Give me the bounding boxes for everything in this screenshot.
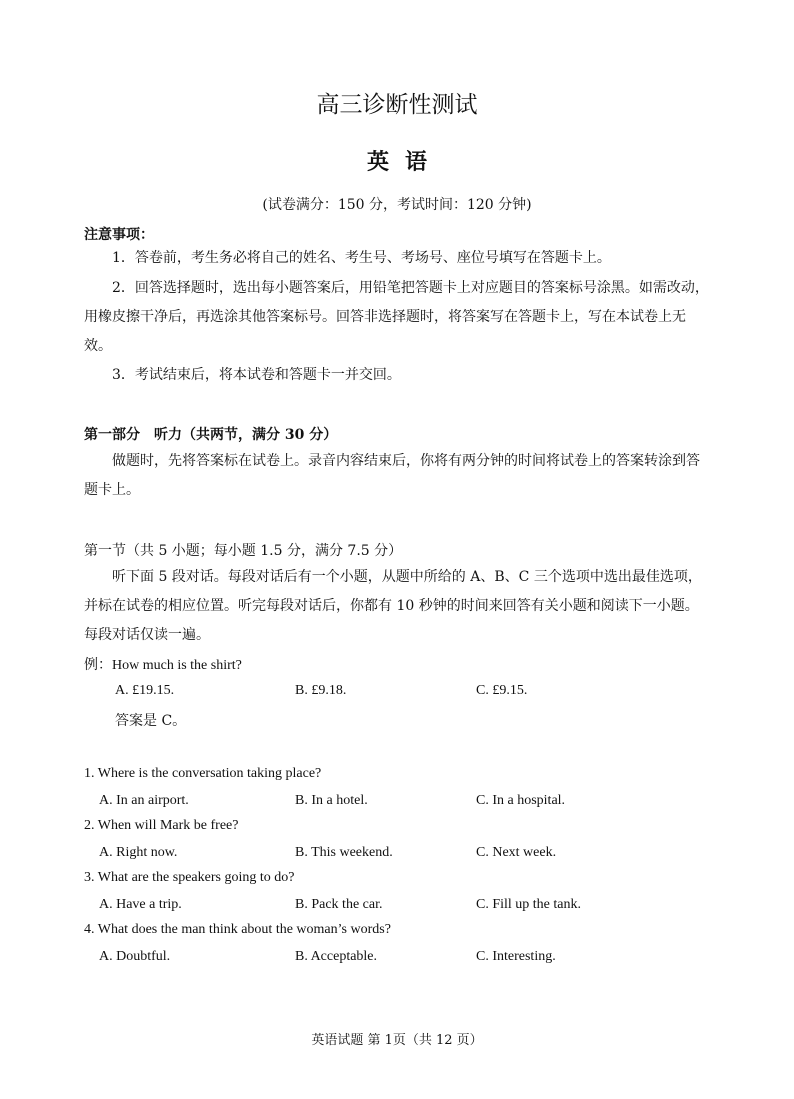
example-option-a: A. £19.15. xyxy=(115,683,175,698)
page-footer: 英语试题 第 1页（共 12 页） xyxy=(311,1033,483,1048)
notice-item-1: 1．答卷前，考生务必将自己的姓名、考生号、考场号、座位号填写在答题卡上。 xyxy=(112,250,611,266)
section1-heading: 第一节（共 5 小题；每小题 1.5 分，满分 7.5 分） xyxy=(84,543,403,559)
q3-option-a: A. Have a trip. xyxy=(99,897,182,912)
subject-title: 英语 xyxy=(366,149,443,175)
question-3: 3. What are the speakers going to do? xyxy=(84,870,295,885)
q1-option-b: B. In a hotel. xyxy=(295,793,368,808)
example-question: 例：How much is the shirt? xyxy=(84,658,242,673)
q4-option-c: C. Interesting. xyxy=(476,949,556,964)
q4-option-a: A. Doubtful. xyxy=(99,949,171,964)
example-option-c: C. £9.15. xyxy=(476,683,528,698)
example-answer: 答案是 C。 xyxy=(115,713,187,729)
part1-heading: 第一部分 听力（共两节，满分 30 分） xyxy=(84,427,338,443)
section1-instruction: 听下面 5 段对话。每段对话后有一个小题，从题中所给的 A、B、C 三个选项中选出最佳选项，并标在试卷的相应位置。听完每段对话后，你都有 10 秒钟的时间来回答有关小题和阅读下一小题。每段对话仅读一遍。 xyxy=(84,569,702,643)
question-1: 1. Where is the conversation taking place? xyxy=(84,766,322,781)
part1-instruction: 做题时，先将答案标在试卷上。录音内容结束后，你将有两分钟的时间将试卷上的答案转涂到答题卡上。 xyxy=(84,453,700,498)
q4-option-b: B. Acceptable. xyxy=(295,949,378,964)
q1-option-c: C. In a hospital. xyxy=(476,793,566,808)
q2-option-b: B. This weekend. xyxy=(295,845,393,860)
q3-option-b: B. Pack the car. xyxy=(295,897,383,912)
q2-option-c: C. Next week. xyxy=(476,845,557,860)
notice-item-3: 3．考试结束后，将本试卷和答题卡一并交回。 xyxy=(112,367,401,383)
page-title: 高三诊断性测试 xyxy=(316,92,478,118)
q1-option-a: A. In an airport. xyxy=(99,793,189,808)
question-2: 2. When will Mark be free? xyxy=(84,818,239,833)
q3-option-c: C. Fill up the tank. xyxy=(476,897,581,912)
notice-heading: 注意事项： xyxy=(84,227,154,243)
example-option-b: B. £9.18. xyxy=(295,683,347,698)
exam-info: (试卷满分：150 分，考试时间：120 分钟) xyxy=(262,197,532,213)
notice-item-2: 2．回答选择题时，选出每小题答案后，用铅笔把答题卡上对应题目的答案标号涂黑。如需改动，用橡皮擦干净后，再选涂其他答案标号。回答非选择题时，将答案写在答题卡上，写在本试卷上无效。 xyxy=(84,280,709,354)
q2-option-a: A. Right now. xyxy=(99,845,178,860)
question-4: 4. What does the man think about the woman’s words? xyxy=(84,922,391,937)
